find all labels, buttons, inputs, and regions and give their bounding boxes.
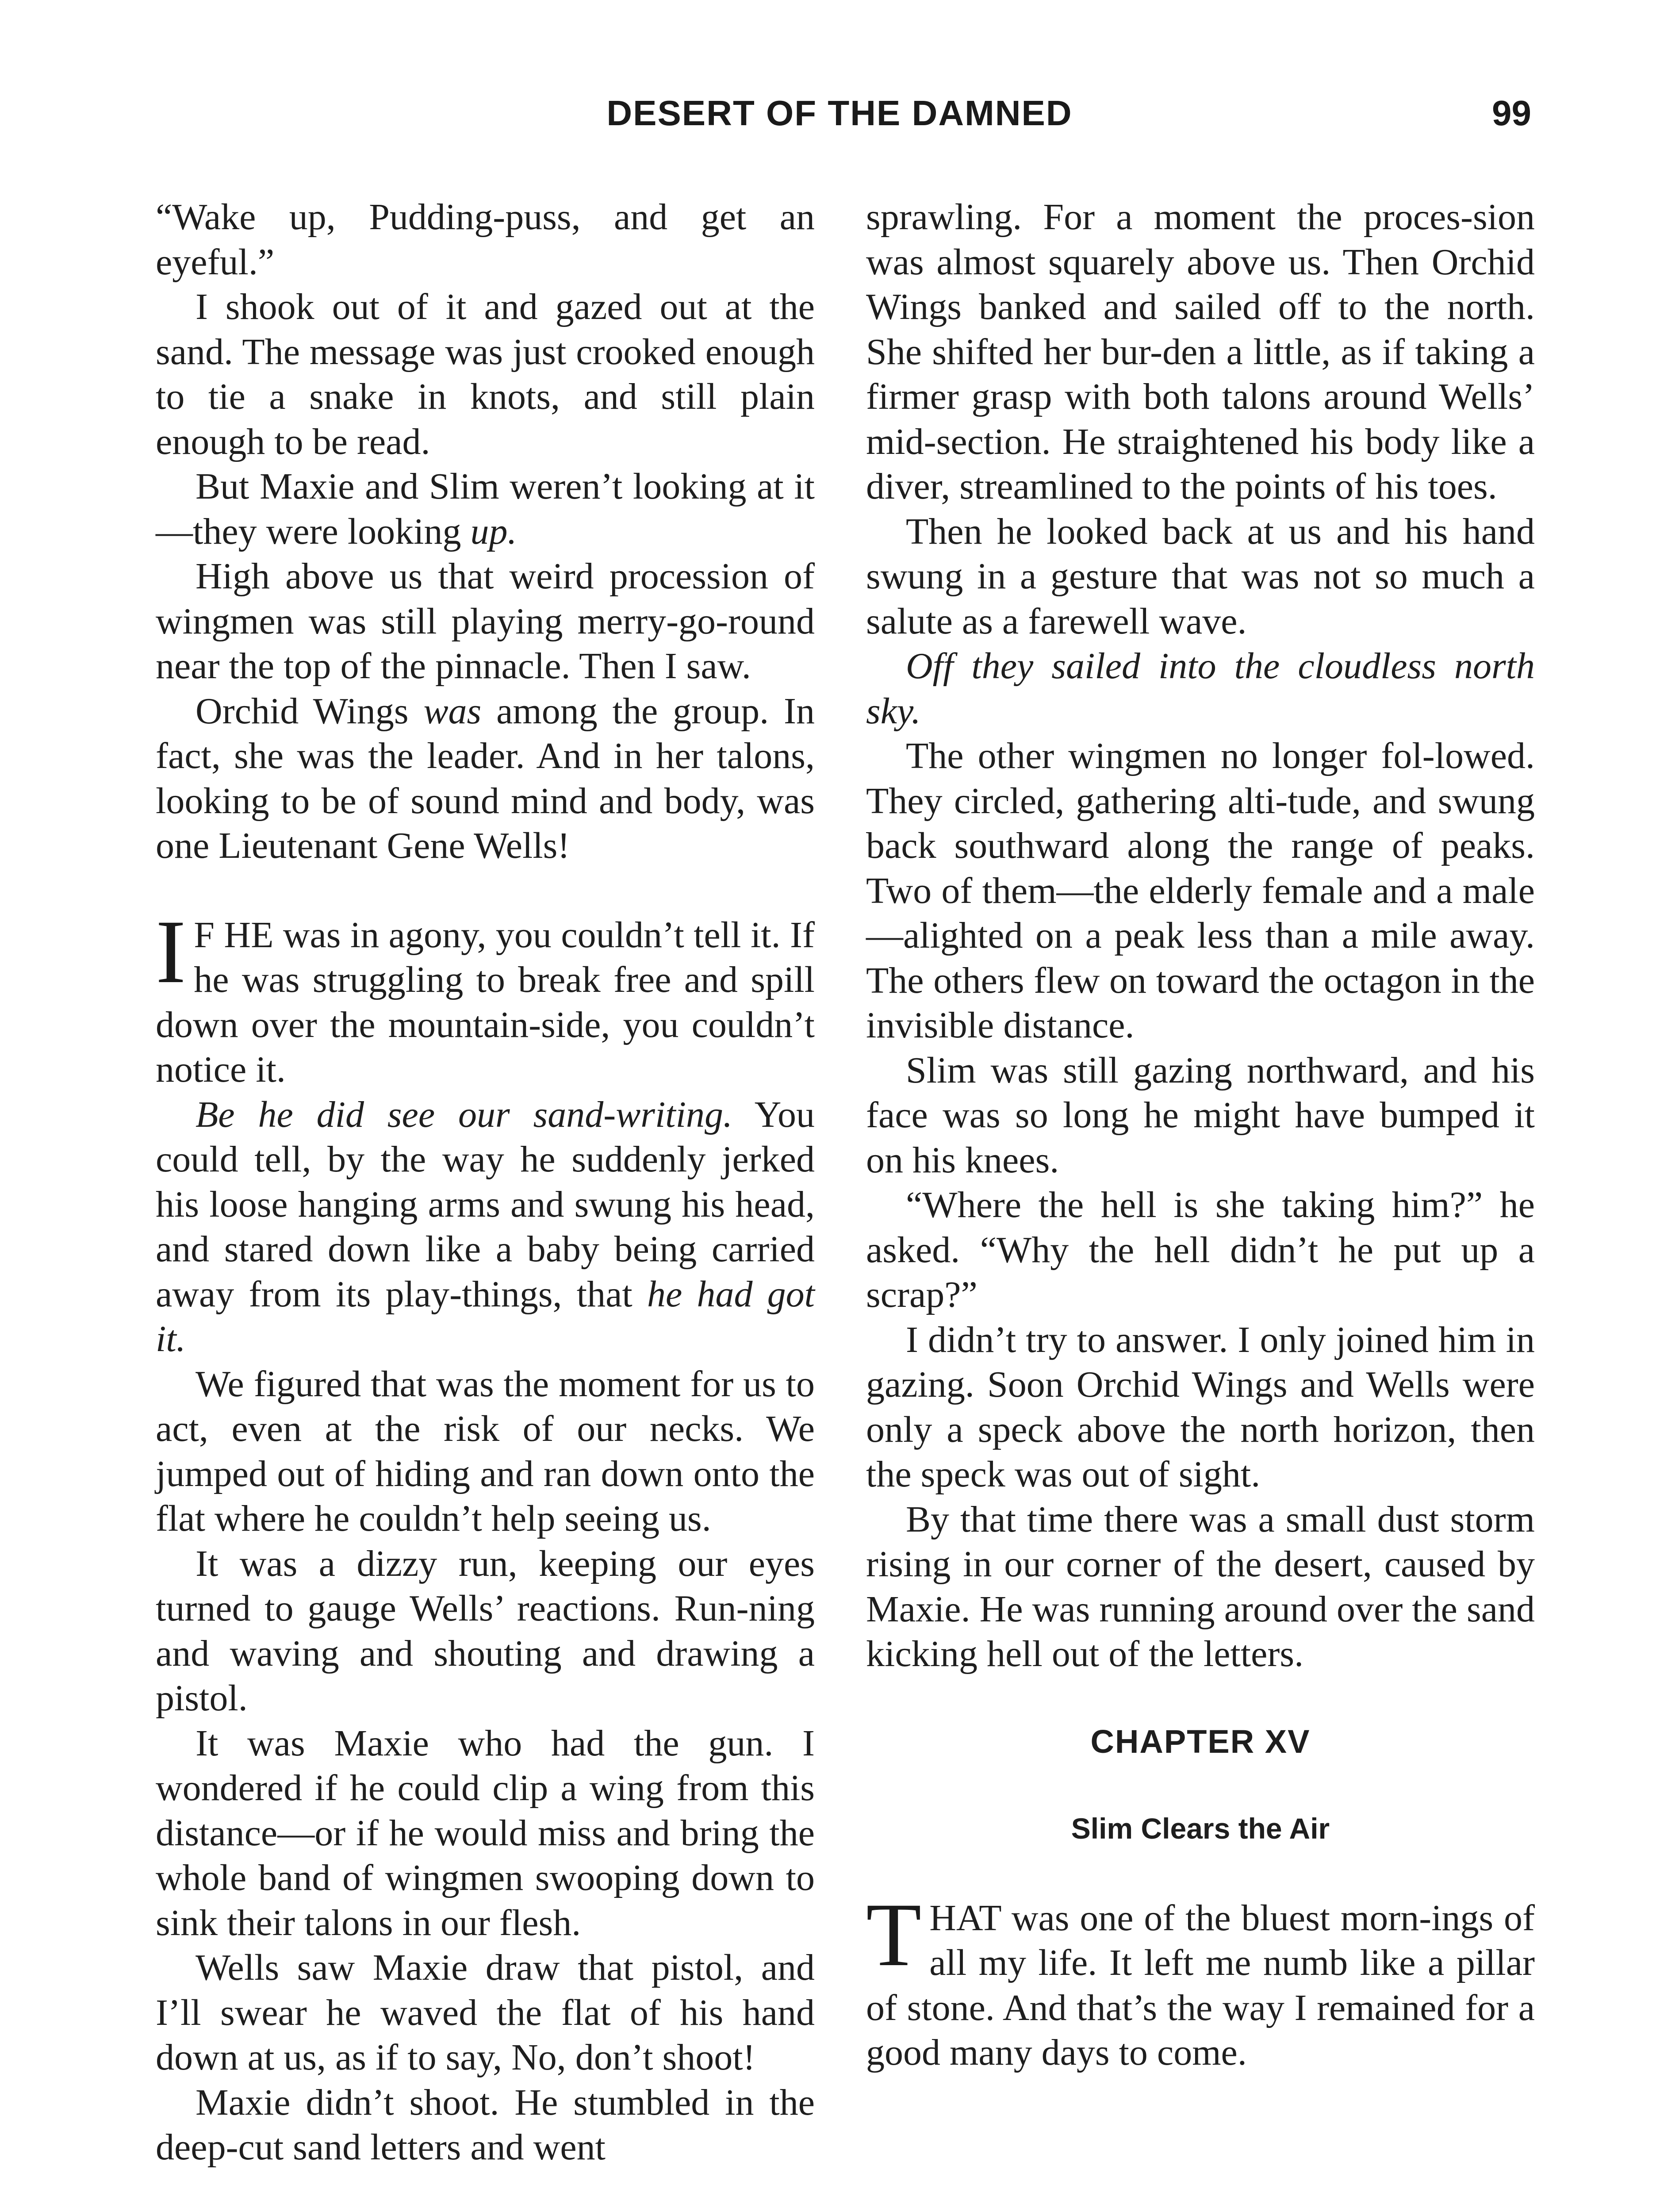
chapter-title: Slim Clears the Air [1071, 1812, 1330, 1845]
paragraph-text: You could tell, by the way he suddenly jerked his loose hanging arms and swung his head, and stared down like a baby being carried away from its play-things, that [156, 1094, 815, 1315]
emphasis-text: he had got it. [156, 1273, 815, 1359]
emphasis-text: was [423, 690, 482, 732]
paragraph-text: Orchid Wings [196, 690, 424, 732]
paragraph [156, 689, 815, 868]
paragraph [156, 1092, 815, 1362]
paragraph-text: F HE was in agony, you couldn’t tell it. If he was struggling to break free and spill down over the mountain-side, you couldn’t notice it. [156, 914, 815, 1090]
paragraph-text: HAT was one of the bluest morn-ings of all my life. It left me numb like a pillar of stone. And that’s the way I remained for a good many days to come. [866, 1897, 1535, 2073]
paragraph: We figured that was the moment for us to act, even at the risk of our necks. We jumped out of hiding and ran down onto the flat where he couldn’t help seeing us. [156, 1363, 815, 1539]
paragraph: sprawling. For a moment the proces-sion was almost squarely above us. Then Orchid Wings banked and sailed off to the north. She shifted her bur-den a little, as if taking a firmer grasp with both talons around Wells’ mid-section. He straightened his body like a diver, streamlined to the points of his toes. [866, 196, 1535, 507]
chapter-opening-paragraph [866, 1884, 1535, 2075]
paragraph: Maxie didn’t shoot. He stumbled in the deep-cut sand letters and went [156, 2081, 815, 2168]
drop-cap: T [866, 1884, 922, 1985]
paragraph: It was a dizzy run, keeping our eyes turned to gauge Wells’ reactions. Run-ning and waving and shouting and drawing a pistol. [156, 1543, 815, 1719]
drop-cap: I [156, 901, 186, 1002]
paragraph-text: But Maxie and Slim weren’t looking at it—they were looking [156, 466, 815, 552]
paragraph [156, 464, 815, 554]
emphasis-text: Off they sailed into the cloudless north sky. [866, 645, 1535, 732]
page-header [0, 93, 1679, 150]
paragraph: I didn’t try to answer. I only joined him in gazing. Soon Orchid Wings and Wells were only a speck above the north horizon, then the speck was out of sight. [866, 1319, 1535, 1495]
paragraph: Slim was still gazing northward, and his face was so long he might have bumped it on his knees. [866, 1049, 1535, 1181]
chapter-number: CHAPTER XV [1090, 1723, 1311, 1760]
paragraph: High above us that weird procession of wingmen was still playing merry-go-round near the top of the pinnacle. Then I saw. [156, 556, 815, 687]
page-number: 99 [1492, 93, 1531, 133]
paragraph: “Wake up, Pudding-puss, and get an eyeful.” [156, 196, 815, 283]
paragraph: Then he looked back at us and his hand swung in a gesture that was not so much a salute as a farewell wave. [866, 511, 1535, 642]
paragraph-text: among the group. In fact, she was the leader. And in her talons, looking to be of sound mind and body, was one Lieutenant Gene Wells! [156, 690, 815, 866]
section-opening-paragraph [156, 901, 815, 1092]
left-column [156, 195, 815, 2170]
emphasis-text: up. [470, 511, 517, 552]
paragraph: “Where the hell is she taking him?” he asked. “Why the hell didn’t he put up a scrap?” [866, 1184, 1535, 1315]
paragraph: By that time there was a small dust storm rising in our corner of the desert, caused by Maxie. He was running around over the sand kicking hell out of the letters. [866, 1498, 1535, 1674]
paragraph: It was Maxie who had the gun. I wondered if he could clip a wing from this distance—or if he would miss and bring the whole band of wingmen swooping down to sink their talons in our flesh. [156, 1722, 815, 1943]
paragraph: I shook out of it and gazed out at the sand. The message was just crooked enough to tie a snake in knots, and still plain enough to be read. [156, 286, 815, 462]
paragraph: The other wingmen no longer fol-lowed. They circled, gathering alti-tude, and swung back southward along the range of peaks. Two of them—the elderly female and a male—alighted on a peak less than a mile away. The others flew on toward the octagon in the invisible distance. [866, 735, 1535, 1046]
running-title: DESERT OF THE DAMNED [606, 93, 1073, 133]
paragraph: Wells saw Maxie draw that pistol, and I’ll swear he waved the flat of his hand down at us, as if to say, No, don’t shoot! [156, 1947, 815, 2078]
right-column [866, 195, 1535, 2075]
paragraph [866, 644, 1535, 733]
emphasis-text: Be he did see our sand-writing. [196, 1094, 732, 1135]
